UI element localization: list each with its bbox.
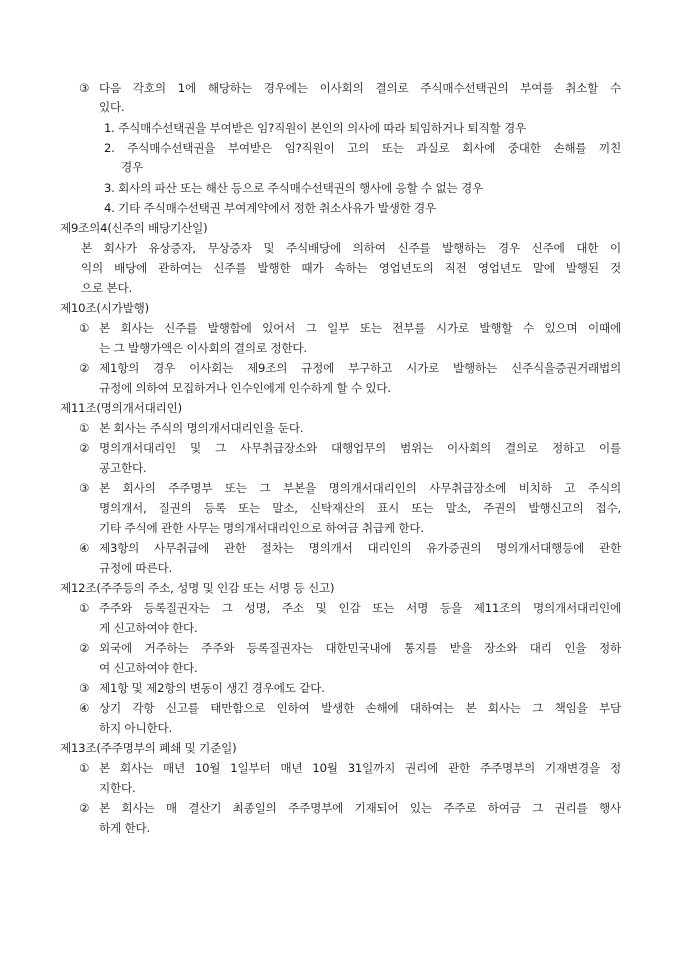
paragraph-marker: ③ [79, 681, 90, 695]
body-line: 는 그 발행가액은 이사회의 결의로 정한다. [99, 341, 307, 355]
body-line: 공고한다. [99, 461, 147, 475]
body-line: 명의개서, 질권의 등록 또는 말소, 신탁재산의 표시 또는 말소, 주권의 발행신고의 접수, [99, 501, 621, 515]
body-line: 다음 각호의 1에 해당하는 경우에는 이사회의 결의로 주식매수선택권의 부여를 취소할 수 [99, 81, 621, 95]
body-line: 있다. [99, 100, 125, 114]
list-item: 4. 기타 주식매수선택권 부여계약에서 정한 취소사유가 발생한 경우 [104, 201, 437, 215]
body-line: 익의 배당에 관하여는 신주를 발행한 때가 속하는 영업년도의 직전 영업년도 말에 발행된 것 [81, 261, 621, 275]
body-line: 상기 각항 신고를 태만함으로 인하여 발생한 손해에 대하여는 본 회사는 그 책임을 부담 [99, 701, 621, 715]
body-line: 명의개서대리인 및 그 사무취급장소와 대행업무의 범위는 이사회의 결의로 정하고 이를 [99, 441, 621, 455]
article-title: 제9조의4(신주의 배당기산일) [60, 221, 208, 235]
body-line: 여 신고하여야 한다. [99, 661, 198, 675]
body-line: 규정에 따른다. [99, 561, 172, 575]
paragraph-marker: ② [79, 361, 90, 375]
body-line: 지한다. [99, 781, 136, 795]
body-line: 외국에 거주하는 주주와 등록질권자는 대한민국내에 통지를 받을 장소와 대리 인을 정하 [99, 641, 621, 655]
paragraph-marker: ① [79, 321, 90, 335]
paragraph-marker: ④ [79, 701, 90, 715]
body-line: 본 회사는 주식의 명의개서대리인을 둔다. [99, 421, 304, 435]
body-line: 본 회사가 유상증자, 무상증자 및 주식배당에 의하여 신주를 발행하는 경우 신주에 대한 이 [81, 241, 621, 255]
paragraph-marker: ② [79, 801, 90, 815]
paragraph-marker: ③ [79, 481, 90, 495]
list-item: 2. 주식매수선택권을 부여받은 임?직원이 고의 또는 과실로 회사에 중대한 손해를 끼친 [104, 141, 621, 155]
body-line: 규정에 의하여 모집하거나 인수인에게 인수하게 할 수 있다. [99, 381, 391, 395]
body-line: 본 회사는 매년 10월 1일부터 매년 10월 31일까지 권리에 관한 주주명부의 기재변경을 정 [99, 761, 621, 775]
paragraph-marker: ① [79, 761, 90, 775]
body-line: 본 회사는 매 결산기 최종일의 주주명부에 기재되어 있는 주주로 하여금 그 권리를 행사 [99, 801, 621, 815]
body-line: 게 신고하여야 한다. [99, 621, 198, 635]
paragraph-marker: ④ [79, 541, 90, 555]
paragraph-marker: ② [79, 641, 90, 655]
body-line: 기타 주식에 관한 사무는 명의개서대리인으로 하여금 취급케 한다. [99, 521, 424, 535]
article-title: 제10조(시가발행) [60, 301, 149, 315]
body-line: 본 회사의 주주명부 또는 그 부본을 명의개서대리인의 사무취급장소에 비치하 고 주식의 [99, 481, 621, 495]
article-title: 제12조(주주등의 주소, 성명 및 인감 또는 서명 등 신고) [60, 581, 335, 595]
list-item: 3. 회사의 파산 또는 해산 등으로 주식매수선택권의 행사에 응할 수 없는 경우 [104, 181, 483, 195]
body-line: 주주와 등록질권자는 그 성명, 주소 및 인감 또는 서명 등을 제11조의 명의개서대리인에 [99, 601, 621, 615]
body-line: 하게 한다. [99, 821, 150, 835]
body-line: 본 회사는 신주를 발행함에 있어서 그 일부 또는 전부를 시가로 발행할 수 있으며 이때에 [99, 321, 621, 335]
paragraph-marker: ② [79, 441, 90, 455]
article-title: 제11조(명의개서대리인) [60, 401, 182, 415]
body-line: 제3항의 사무취급에 관한 절차는 명의개서 대리인의 유가증권의 명의개서대행등에 관한 [99, 541, 621, 555]
paragraph-marker: ③ [79, 81, 90, 95]
list-item-continuation: 경우 [121, 160, 143, 174]
paragraph-marker: ① [79, 421, 90, 435]
body-line: 제1항의 경우 이사회는 제9조의 규정에 부구하고 시가로 발행하는 신주식을증권거래법의 [99, 361, 621, 375]
body-line: 으로 본다. [81, 281, 132, 295]
body-line: 하지 아니한다. [99, 721, 172, 735]
paragraph-marker: ① [79, 601, 90, 615]
body-line: 제1항 및 제2항의 변동이 생긴 경우에도 같다. [99, 681, 325, 695]
list-item: 1. 주식매수선택권을 부여받은 임?직원이 본인의 의사에 따라 퇴임하거나 퇴직할 경우 [104, 121, 526, 135]
article-title: 제13조(주주명부의 폐쇄 및 기준일) [60, 741, 237, 755]
